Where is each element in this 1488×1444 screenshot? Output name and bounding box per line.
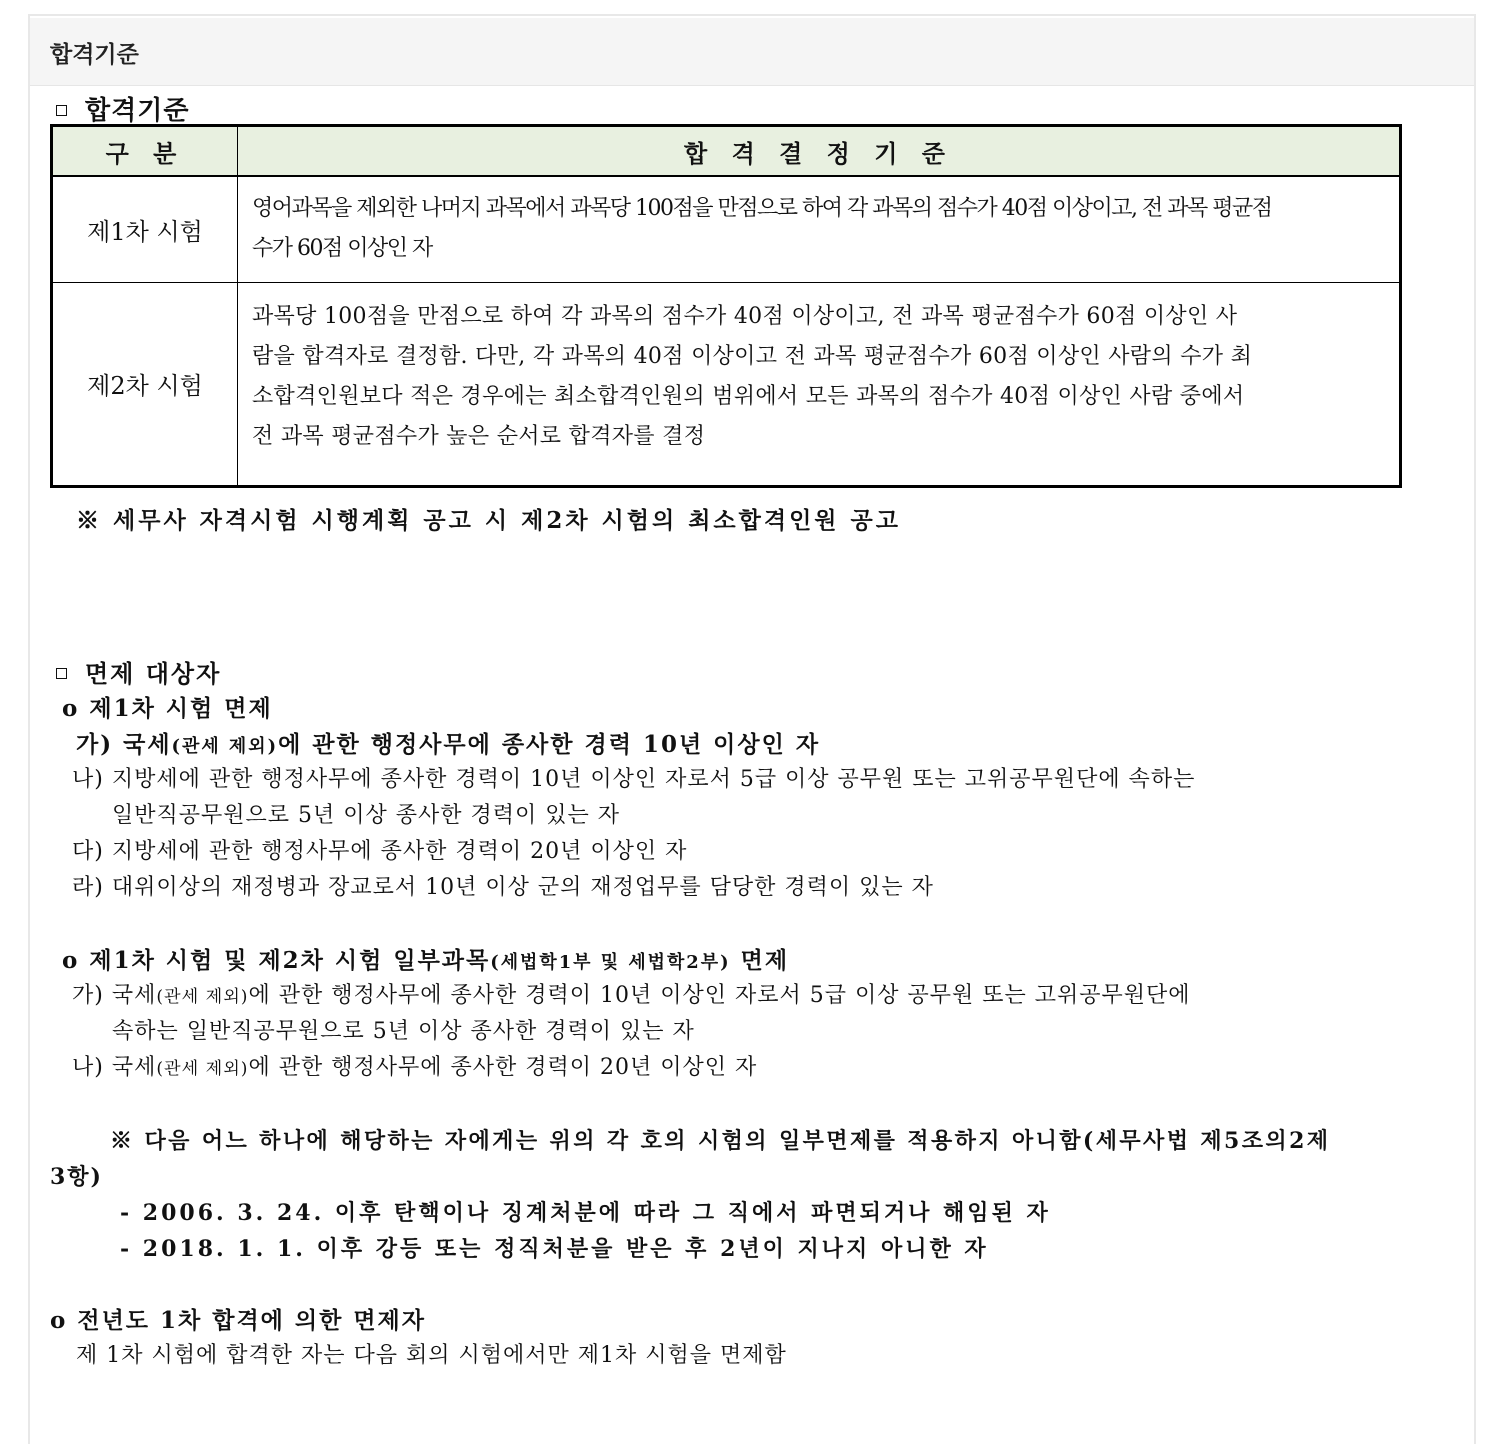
criteria-cell [238,176,1401,282]
category-cell: 제1차 시험 [52,176,238,282]
criteria-line: 소합격인원보다 적은 경우에는 최소합격인원의 범위에서 모든 과목의 점수가 40점 이상인 사람 중에서 [252,383,1245,409]
partial-exemption-item-ga-line2: 속하는 일반직공무원으로 5년 이상 종사한 경력이 있는 자 [112,1019,695,1044]
partial-exemption-item-na [72,1050,757,1081]
item-text: 가) 국세 [72,983,157,1008]
first-exam-item-na-line1: 나) 지방세에 관한 행정사무에 종사한 경력이 10년 이상인 자로서 5급 이상 공무원 또는 고위공무원단에 속하는 [72,767,1196,792]
criteria-line: 전 과목 평균점수가 높은 순서로 합격자를 결정 [252,423,706,449]
partial-exemption-item-ga-line1 [72,978,1190,1009]
exception-note-line2: 3항) [50,1164,103,1190]
passing-criteria-heading [56,90,189,127]
item-text: 가) 국세 [76,731,172,758]
exemption-heading-text: 면제 대상자 [85,659,222,688]
category-cell: 제2차 시험 [52,282,238,486]
section-header-title: 합격기준 [50,41,139,67]
item-text: 나) 국세 [72,1055,157,1080]
minimum-pass-note: ※ 세무사 자격시험 시행계획 공고 시 제2차 시험의 최소합격인원 공고 [76,507,901,534]
table-header-row [52,126,1401,177]
exception-item-2: - 2018. 1. 1. 이후 강등 또는 정직처분을 받은 후 2년이 지나지 아니한 자 [120,1236,989,1262]
first-exam-exemption-title: o 제1차 시험 면제 [62,695,273,722]
square-bullet-icon [56,668,67,679]
first-exam-item-da: 다) 지방세에 관한 행정사무에 종사한 경력이 20년 이상인 자 [72,839,688,864]
title-text: 면제 [730,947,790,974]
item-small-text: (관세 제외) [156,1059,249,1079]
first-exam-item-na-line2: 일반직공무원으로 5년 이상 종사한 경력이 있는 자 [112,803,620,828]
criteria-line: 과목당 100점을 만점으로 하여 각 과목의 점수가 40점 이상이고, 전 과목 평균점수가 60점 이상인 사 [252,303,1238,329]
criteria-cell [238,282,1401,486]
item-small-text: (관세 제외) [156,987,249,1007]
item-text: 에 관한 행정사무에 종사한 경력이 10년 이상인 자로서 5급 이상 공무원 또는 고위공무원단에 [248,983,1191,1008]
table-row [52,176,1401,282]
item-small-text: (관세 제외) [171,736,279,757]
criteria-line: 람을 합격자로 결정함. 다만, 각 과목의 40점 이상이고 전 과목 평균점수가 60점 이상인 사람의 수가 최 [252,343,1253,369]
criteria-line: 수가 60점 이상인 자 [252,236,432,262]
exception-item-1: - 2006. 3. 24. 이후 탄핵이나 징계처분에 따라 그 직에서 파면되거나 해임된 자 [120,1200,1051,1226]
item-text: 에 관한 행정사무에 종사한 경력이 20년 이상인 자 [248,1055,758,1080]
prior-pass-exemption-text: 제 1차 시험에 합격한 자는 다음 회의 시험에서만 제1차 시험을 면제함 [76,1343,787,1368]
passing-criteria-heading-text: 합격기준 [85,96,190,126]
section-header [30,18,1474,86]
exception-note-line1: ※ 다음 어느 하나에 해당하는 자에게는 위의 각 호의 시험의 일부면제를 적용하지 아니함(세무사법 제5조의2제 [110,1128,1331,1154]
title-text: o 제1차 시험 및 제2차 시험 일부과목 [62,947,491,974]
first-exam-item-ra: 라) 대위이상의 재정병과 장교로서 10년 이상 군의 재정업무를 담당한 경력이 있는 자 [72,875,934,900]
criteria-column-header: 합 격 결 정 기 준 [238,126,1401,177]
criteria-line: 영어과목을 제외한 나머지 과목에서 과목당 100점을 만점으로 하여 각 과목의 점수가 40점 이상이고, 전 과목 평균점 [252,196,1272,222]
partial-exemption-title [62,942,789,975]
prior-pass-exemption-title: o 전년도 1차 합격에 의한 면제자 [50,1307,426,1334]
category-column-header: 구 분 [52,126,238,177]
title-small-text: (세법학1부 및 세법학2부) [490,952,731,973]
passing-criteria-table [50,124,1402,488]
table-row [52,282,1401,486]
exemption-heading [56,654,221,689]
item-text: 에 관한 행정사무에 종사한 경력 10년 이상인 자 [278,731,821,758]
square-bullet-icon [56,105,67,116]
first-exam-item-ga [76,726,820,759]
